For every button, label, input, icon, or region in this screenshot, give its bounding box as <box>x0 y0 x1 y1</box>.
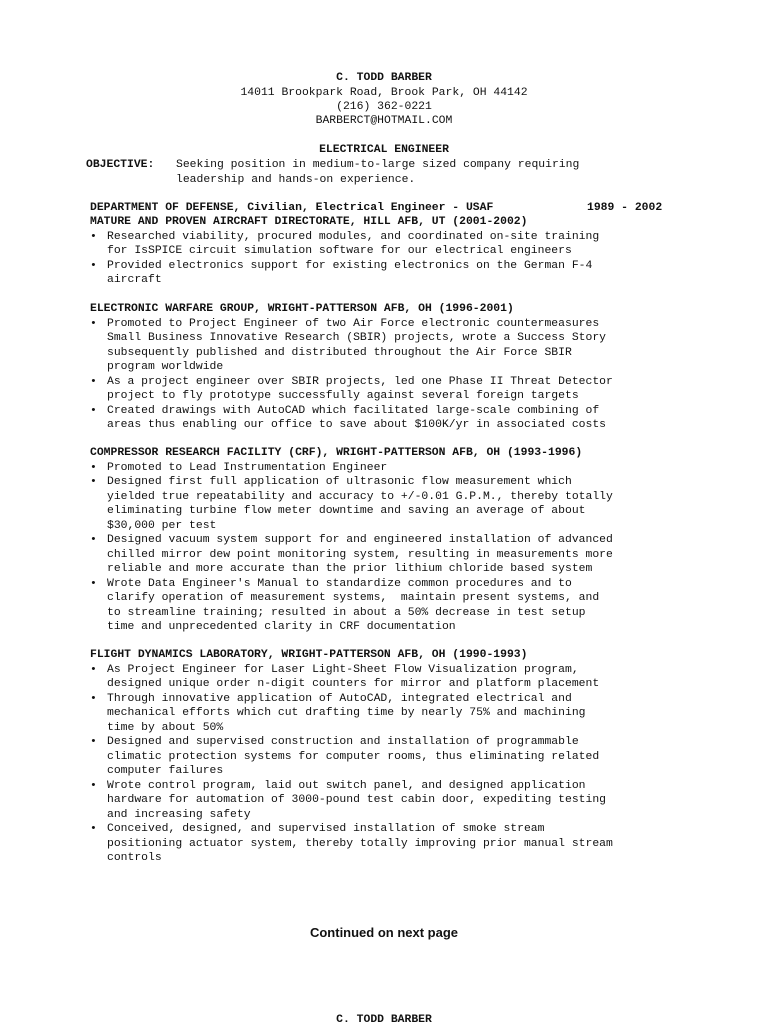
phone: (216) 362-0221 <box>336 101 432 113</box>
bullet-icon: • <box>90 577 97 590</box>
list-item-text: Wrote Data Engineer's Manual to standardize common procedures and to clarify operation of measurement systems, maintain present systems, and to streamline training; resulted in about a 50% decrease in test setup time and unprecedented clarity in CRF documentation <box>107 577 600 633</box>
continued-note: Continued on next page <box>309 925 459 940</box>
bullet-icon: • <box>90 663 97 676</box>
bullet-icon: • <box>90 476 97 488</box>
objective-line-1: Seeking position in medium-to-large sized company requiring <box>176 159 580 171</box>
list-item-text: Researched viability, procured modules, and coordinated on-site training for IsSPICE circuit simulation software for our electrical engineers <box>107 230 600 257</box>
section-electronic-warfare <box>90 302 690 433</box>
list-item <box>90 461 690 476</box>
list-item-text: Conceived, designed, and supervised installation of smoke stream positioning actuator system, thereby totally improving prior manual stream controls <box>107 823 613 864</box>
bullet-icon: • <box>90 736 97 748</box>
list-item-text: Provided electronics support for existing electronics on the German F-4 aircraft <box>107 259 593 286</box>
resume-name: C. TODD BARBER <box>336 72 432 84</box>
section-compressor-research <box>90 446 690 635</box>
list-item <box>90 692 690 736</box>
list-item <box>90 735 690 779</box>
section-flight-dynamics <box>90 648 690 866</box>
bullet-icon: • <box>90 823 97 835</box>
list-item <box>90 375 690 404</box>
list-item <box>90 475 690 533</box>
objective-label: OBJECTIVE: <box>86 159 155 171</box>
section-hill-afb <box>90 215 690 288</box>
list-item <box>90 577 690 635</box>
list-item <box>90 259 690 288</box>
section-heading: FLIGHT DYNAMICS LABORATORY, WRIGHT-PATTERSON AFB, OH (1990-1993) <box>90 649 528 661</box>
list-item <box>90 230 690 259</box>
job-title: ELECTRICAL ENGINEER <box>319 144 449 156</box>
next-page-name: C. TODD BARBER <box>336 1014 432 1026</box>
address: 14011 Brookpark Road, Brook Park, OH 44142 <box>240 87 528 99</box>
bullet-icon: • <box>90 317 97 330</box>
list-item-text: Designed vacuum system support for and engineered installation of advanced chilled mirror dew point monitoring system, resulting in measurements more reliable and more accurate than the prior lithium chloride based system <box>107 534 613 575</box>
list-item-text: Wrote control program, laid out switch panel, and designed application hardware for automation of 3000-pound test cabin door, expediting testing and increasing safety <box>107 779 606 821</box>
bullet-icon: • <box>90 461 97 474</box>
section-heading: ELECTRONIC WARFARE GROUP, WRIGHT-PATTERSON AFB, OH (1996-2001) <box>90 303 514 315</box>
bullet-icon: • <box>90 259 97 272</box>
employer-years: 1989 - 2002 <box>587 202 663 214</box>
objective-line-2: leadership and hands-on experience. <box>176 174 416 186</box>
list-item <box>90 317 690 375</box>
list-item <box>90 779 690 823</box>
bullet-icon: • <box>90 779 97 792</box>
section-heading: COMPRESSOR RESEARCH FACILITY (CRF), WRIGHT-PATTERSON AFB, OH (1993-1996) <box>90 447 583 459</box>
list-item-text: Through innovative application of AutoCAD, integrated electrical and mechanical efforts which cut drafting time by nearly 75% and machining time by about 50% <box>107 692 586 734</box>
bullet-icon: • <box>90 375 97 388</box>
list-item-text: Designed and supervised construction and installation of programmable climatic protection systems for computer rooms, thus eliminating related computer failures <box>107 736 600 777</box>
list-item <box>90 404 690 433</box>
section-heading: MATURE AND PROVEN AIRCRAFT DIRECTORATE, HILL AFB, UT (2001-2002) <box>90 216 528 228</box>
bullet-icon: • <box>90 534 97 546</box>
list-item-text: Promoted to Project Engineer of two Air Force electronic countermeasures Small Business Innovative Research (SBIR) projects, wrote a Success Story subsequently published and distributed throughout the Air Force SBIR program worldwide <box>107 317 606 373</box>
email: BARBERCT@HOTMAIL.COM <box>315 115 453 127</box>
list-item-text: As Project Engineer for Laser Light-Sheet Flow Visualization program, designed unique order n-digit counters for mirror and platform placement <box>107 663 600 690</box>
list-item-text: Created drawings with AutoCAD which facilitated large-scale combining of areas thus enabling our office to save about $100K/yr in associated costs <box>107 404 606 431</box>
bullet-icon: • <box>90 692 97 705</box>
list-item-text: Designed first full application of ultrasonic flow measurement which yielded true repeatability and accuracy to +/-0.01 G.P.M., thereby totally eliminating turbine flow meter downtime and saving an average of about $30,000 per test <box>107 476 613 532</box>
bullet-icon: • <box>90 404 97 417</box>
list-item <box>90 663 690 692</box>
bullet-icon: • <box>90 230 97 243</box>
employer-line: DEPARTMENT OF DEFENSE, Civilian, Electrical Engineer - USAF <box>90 202 494 214</box>
list-item-text: Promoted to Lead Instrumentation Engineer <box>107 461 388 474</box>
list-item <box>90 533 690 577</box>
list-item-text: As a project engineer over SBIR projects, led one Phase II Threat Detector project to fly prototype successfully against several foreign targets <box>107 375 613 402</box>
list-item <box>90 822 690 866</box>
